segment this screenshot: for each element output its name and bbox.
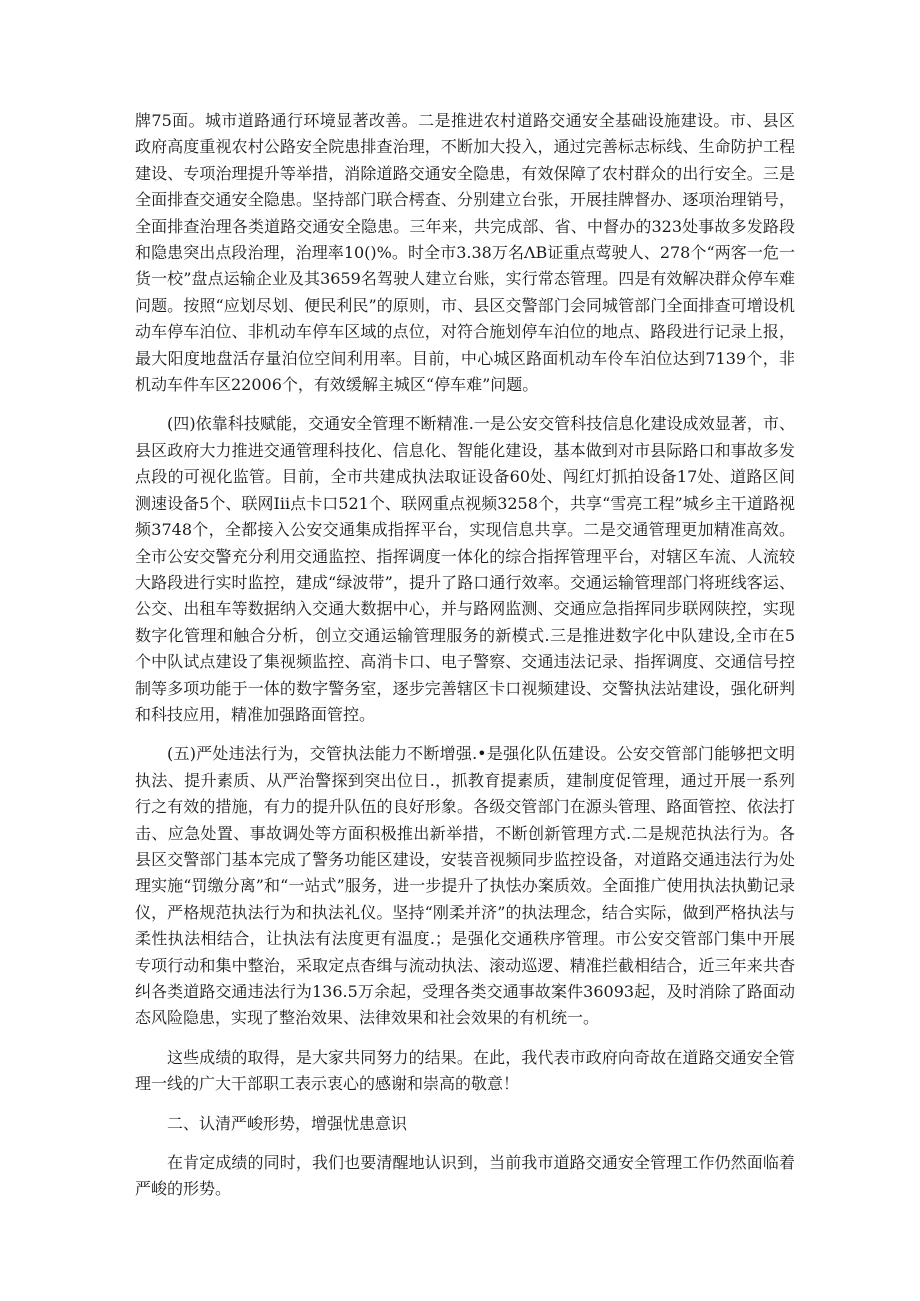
paragraph-technology: (四)依靠科技赋能，交通安全管理不断精准.一是公安交管科技信息化建设成效显著，市、县区政府大力推进交通管理科技化、信息化、智能化建设，基本做到对市县际路口和事故多发点段的可视化监管。目前，全市共建成执法取证设备60处、闯红灯抓拍设备17处、道路区间测速设备5个、联网Iii点卡口521个、联网重点视频3258个，共享“雪亮工程”城乡主干道路视频3748个，全都接入公安交通集成指挥平台，实现信息共享。二是交通管理更加精准高效。全市公安交警充分利用交通监控、指挥调度一体化的综合指挥管理平台，对辖区车流、人流较大路段进行实时监控，建成“绿波带”，提升了路口通行效率。交通运输管理部门将班线客运、公交、出租车等数据纳入交通大数据中心，并与路网监测、交通应急指挥同步联网陕控，实现数字化管理和触合分析，创立交通运输管理服务的新模式.三是推进数字化中队建设,全市在5个中队试点建设了集视频监控、高消卡口、电子警察、交通违法记录、指挥调度、交通信号控制等多项功能于一体的数字警务室，逐步完善辖区卡口视频建设、交警执法站建设，强化研判和科技应用，精准加强路面管控。 — [135, 414, 795, 724]
paragraph-situation: 在肯定成绩的同时，我们也要清醒地认识到，当前我市道路交通安全管理工作仍然面临着严峻的形势。 — [135, 1153, 795, 1199]
paragraph-acknowledgement: 这些成绩的取得，是大家共同努力的结果。在此，我代表市政府向奇故在道路交通安全管理一线的广大干部职工表示衷心的感谢和崇高的敬意！ — [135, 1047, 795, 1094]
document-page — [135, 108, 795, 1203]
section-heading: 二、认清严峻形势，增强忧患意识 — [167, 1113, 408, 1133]
paragraph-enforcement: (五)严处违法行为，交管执法能力不断增强.•是强化队伍建设。公安交管部门能够把文明执法、提升素质、从严治警探到突出位日.，抓教育提素质，建制度促管理，通过开展一系列行之有效的措施，有力的提升队伍的良好形象。各级交管部门在源头管理、路面管控、依法打击、应急处置、事故调处等方面积极推出新举措，不断创新管理方式.二是规范执法行为。各县区交警部门基本完成了警务功能区建设，安装音视频同步监控设备，对道路交通违法行为处理实施“罚缴分离”和“一站式”服务，进一步提升了执怯办案质效。全面推广使用执法执勤记录仪，严格规范执法行为和执法礼仪。坚持“刚柔并济”的执法理念，结合实际，做到严格执法与柔性执法相结合，让执法有法度更有温度.；是强化交通秩序管理。市公安交管部门集中开展专项行动和集中整治，采取定点杳缉与流动执法、滚动巡逻、精准拦截相结合，近三年来共杳纠各类道路交通违法行为136.5万余起，受理各类交通事故案件36093起，及时消除了路面动态风险隐患，实现了整治效果、法律效果和社会效果的有机统一。 — [135, 744, 795, 1028]
paragraph-infrastructure: 牌75面。城市道路通行环境显著改善。二是推进农村道路交通安全基础设施建设。市、县区政府高度重视农村公路安全院患排查治理，不断加大投入，通过完善标志标线、生命防护工程建设、专项治理提升等举措，消除道路交通安全隐患，有效保障了农村群众的出行安全。三是全面排查交通安全隐患。坚持部门联合樗查、分别建立台张，开展挂牌督办、逐项治理销号，全面排查治理各类道路交通安全隐患。三年来，共完成部、省、中督办的323处事故多发路段和隐患突出点段治理，治理率10()%。时全市3.38万名ΛB证重点莺驶人、278个“两客一危一货一校”盘点运输企业及其3659名驾驶人建立台账，实行常态管理。四是有效解决群众停车难问题。按照“应划尽划、便民利民”的原则，市、县区交警部门会同城管部门全面排查可增设机动车停车泊位、非机动车停车区域的点位，对符合施划停车泊位的地点、路段进行记录上报，最大阳度地盘活存量泊位空间利用率。目前，中心城区路面机动车伶车泊位达到7139个，非机动车件车区22006个，有效缓解主城区“停车难”问题。 — [135, 111, 795, 395]
